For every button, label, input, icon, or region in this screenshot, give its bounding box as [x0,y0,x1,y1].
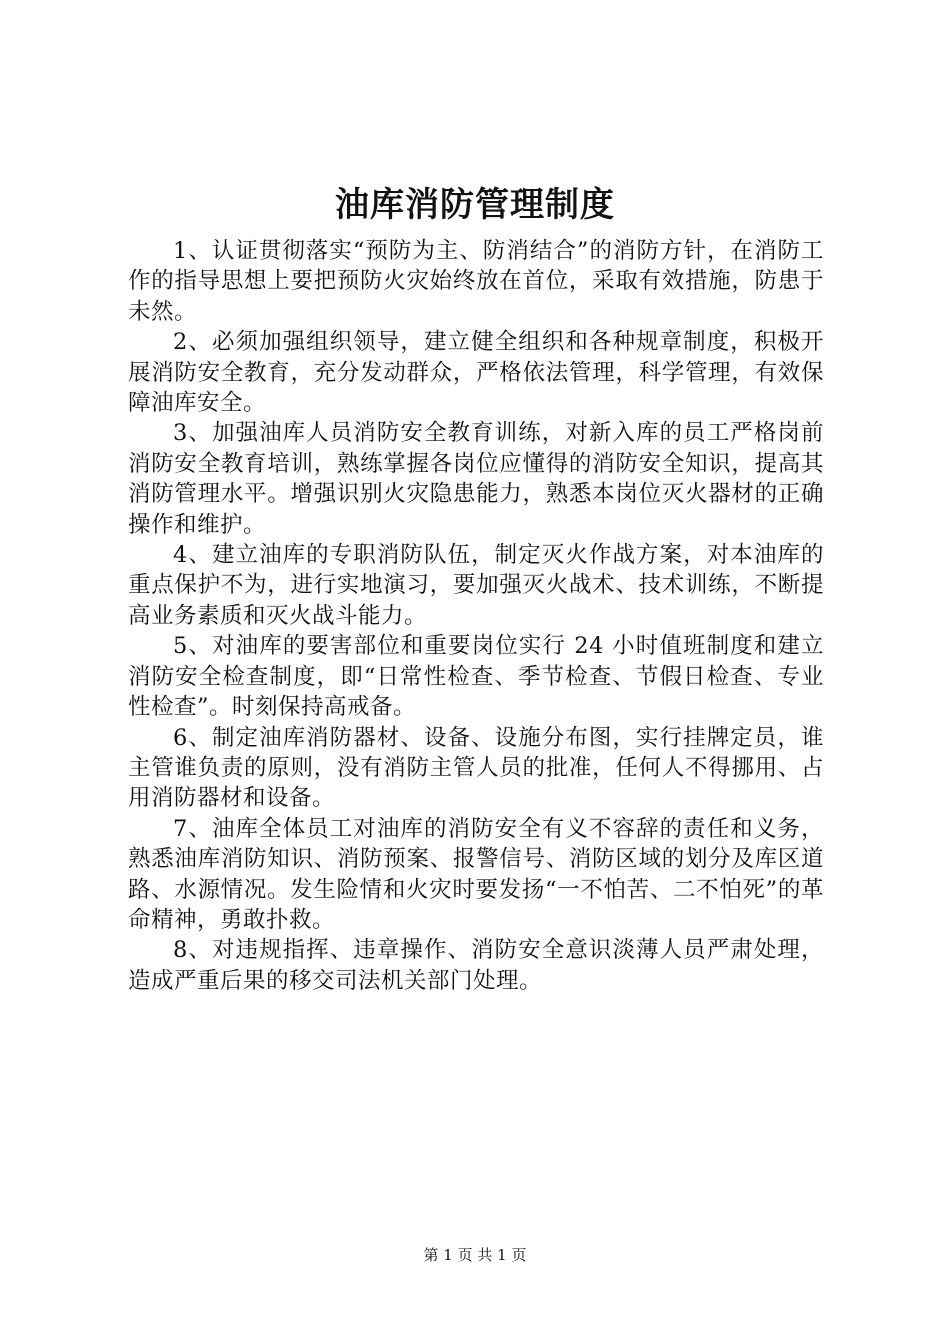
paragraph-8: 8、对违规指挥、违章操作、消防安全意识淡薄人员严肃处理，造成严重后果的移交司法机关部门处理。 [128,937,824,994]
paragraph-5: 5、对油库的要害部位和重要岗位实行 24 小时值班制度和建立消防安全检查制度，即“日常性检查、季节检查、节假日检查、专业性检查”。时刻保持高戒备。 [128,633,824,721]
document-body [128,236,824,996]
paragraph-3: 3、加强油库人员消防安全教育训练，对新入库的员工严格岗前消防安全教育培训，熟练掌握各岗位应懂得的消防安全知识，提高其消防管理水平。增强识别火灾隐患能力，熟悉本岗位灭火器材的正确操作和维护。 [128,420,824,538]
paragraph-2: 2、必须加强组织领导，建立健全组织和各种规章制度，积极开展消防安全教育，充分发动群众，严格依法管理，科学管理，有效保障油库安全。 [128,329,824,417]
page-footer: 第 1 页 共 1 页 [423,1246,527,1264]
paragraph-6: 6、制定油库消防器材、设备、设施分布图，实行挂牌定员，谁主管谁负责的原则，没有消防主管人员的批准，任何人不得挪用、占用消防器材和设备。 [128,724,824,812]
paragraph-1: 1、认证贯彻落实“预防为主、防消结合”的消防方针，在消防工作的指导思想上要把预防火灾始终放在首位，采取有效措施，防患于未然。 [128,238,824,325]
paragraph-7: 7、油库全体员工对油库的消防安全有义不容辞的责任和义务，熟悉油库消防知识、消防预案、报警信号、消防区域的划分及库区道路、水源情况。发生险情和火灾时要发扬“一不怕苦、二不怕死”的革命精神，勇敢扑救。 [128,815,824,933]
paragraph-4: 4、建立油库的专职消防队伍，制定灭火作战方案，对本油库的重点保护不为，进行实地演习，要加强灭火战术、技术训练，不断提高业务素质和灭火战斗能力。 [128,542,824,629]
document-title: 油库消防管理制度 [335,185,615,225]
